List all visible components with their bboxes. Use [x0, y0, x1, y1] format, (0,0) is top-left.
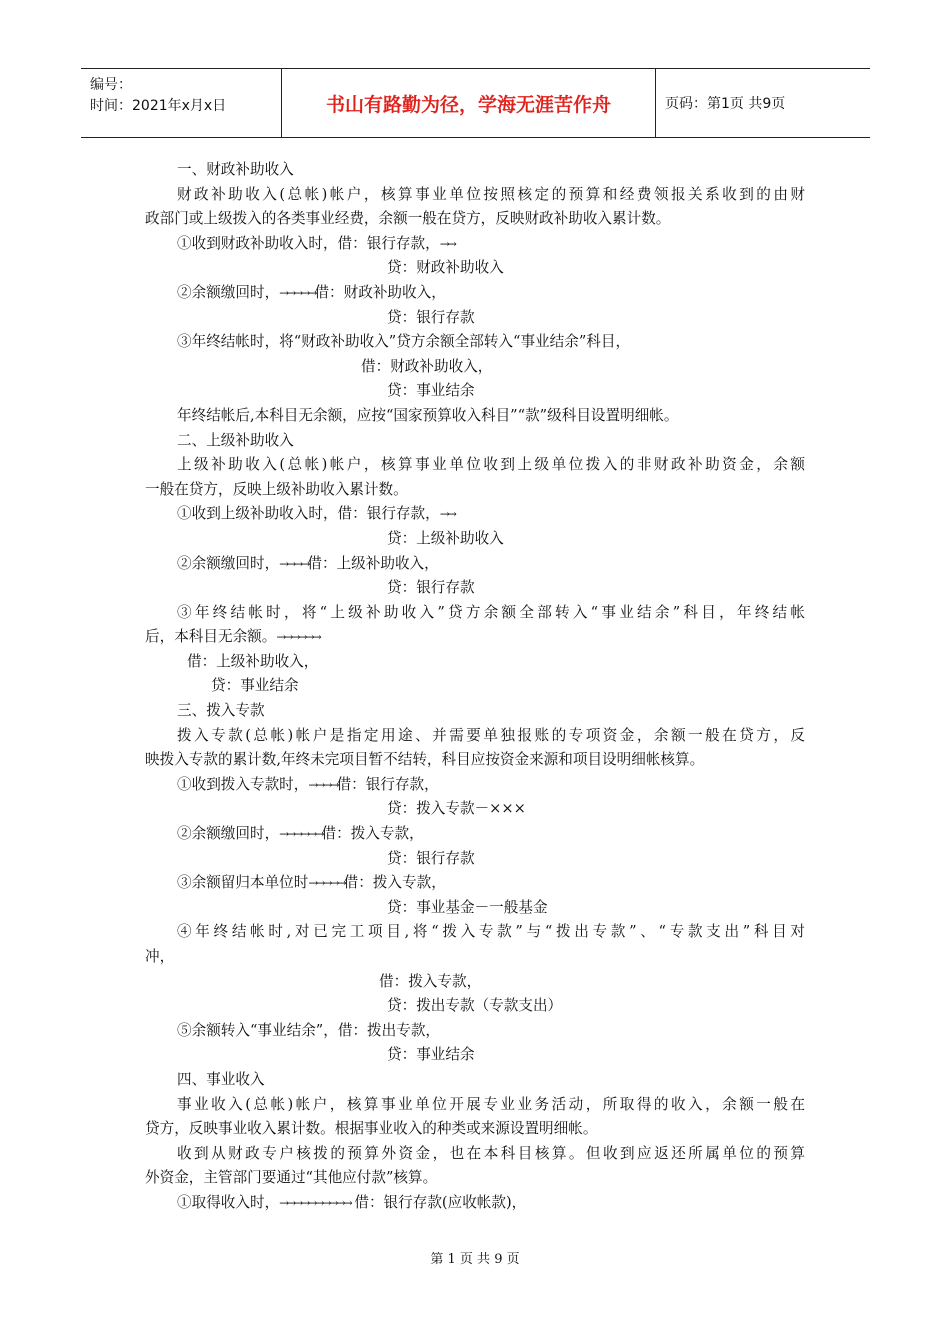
- paragraph-line: ③年终结帐时，将“上级补助收入”贷方余额全部转入“事业结余”科目，年终结帐: [177, 603, 805, 621]
- entry-debit: 借：上级补助收入，: [187, 652, 319, 670]
- entry-line: ③年终结帐时，将“财政补助收入”贷方余额全部转入“事业结余”科目，: [177, 333, 631, 351]
- entry-line: ①收到财政补助收入时，借：银行存款，→→: [177, 234, 454, 252]
- entry-credit: 贷：事业结余: [211, 677, 299, 695]
- header-left: [90, 75, 226, 117]
- time-label: 时间：2021年x月x日: [90, 98, 227, 114]
- entry-credit: 贷：银行存款: [387, 308, 475, 326]
- paragraph-line: 拨入专款(总帐)帐户是指定用途、并需要单独报账的专项资金，余额一般在贷方，反: [177, 726, 805, 744]
- paragraph-line: 政部门或上级拨入的各类事业经费，余额一般在贷方，反映财政补助收入累计数。: [145, 210, 671, 228]
- entry-line: ②余额缴回时，→→→→→借：财政补助收入，: [177, 283, 446, 301]
- paragraph-line: 后，本科目无余额。→→→→→→: [145, 628, 319, 646]
- entry-credit: 贷：上级补助收入: [387, 529, 504, 547]
- page-footer: 第 1 页 共 9 页: [430, 1252, 520, 1267]
- entry-credit: 贷：财政补助收入: [387, 259, 504, 277]
- number-label: 编号：: [90, 77, 132, 93]
- motto: 书山有路勤为径，学海无涯苦作舟: [325, 93, 611, 116]
- entry-credit: 贷：事业基金－一般基金: [387, 898, 548, 916]
- paragraph-line: 外资金，主管部门要通过“其他应付款”核算。: [145, 1169, 438, 1187]
- paragraph-line: 事业收入(总帐)帐户，核算事业单位开展专业业务活动，所取得的收入，余额一般在: [177, 1095, 805, 1113]
- entry-credit: 贷：事业结余: [387, 382, 475, 400]
- entry-line: ①取得收入时，→→→→→→→→→→ 借：银行存款(应收帐款)，: [177, 1193, 527, 1211]
- section-heading: 四、事业收入: [177, 1070, 265, 1088]
- entry-line: ②余额缴回时，→→→→→→借：拨入专款，: [177, 825, 424, 843]
- paragraph-line: 收到从财政专户核拨的预算外资金，也在本科目核算。但收到应返还所属单位的预算: [177, 1144, 805, 1162]
- entry-line: ⑤余额转入“事业结余”，借：拨出专款，: [177, 1021, 441, 1039]
- entry-line: ③余额留归本单位时→→→→→借：拨入专款，: [177, 874, 446, 892]
- header-table: [81, 68, 870, 138]
- entry-line: ①收到拨入专款时，→→→→借：银行存款，: [177, 775, 439, 793]
- document-body: [145, 158, 805, 1216]
- paragraph-line: 贷方，反映事业收入累计数。根据事业收入的种类或来源设置明细帐。: [145, 1120, 598, 1138]
- entry-debit: 借：财政补助收入，: [361, 357, 493, 375]
- paragraph-line: 上级补助收入(总帐)帐户，核算事业单位收到上级单位拨入的非财政补助资金，余额: [177, 456, 805, 474]
- entry-line: ②余额缴回时，→→→→借：上级补助收入，: [177, 554, 439, 572]
- page-info: 页码：第1页 共9页: [665, 96, 786, 112]
- header-divider: [655, 69, 656, 137]
- paragraph-line: 年终结帐后,本科目无余额，应按“国家预算收入科目”“款”级科目设置明细帐。: [177, 406, 679, 424]
- section-heading: 二、上级补助收入: [177, 431, 294, 449]
- paragraph-line: 财政补助收入(总帐)帐户，核算事业单位按照核定的预算和经费领报关系收到的由财: [177, 185, 805, 203]
- paragraph-line: 一般在贷方，反映上级补助收入累计数。: [145, 480, 408, 498]
- paragraph-line: 映拨入专款的累计数,年终未完项目暂不结转，科目应按资金来源和项目设明细帐核算。: [145, 751, 705, 769]
- section-heading: 一、财政补助收入: [177, 161, 294, 178]
- entry-credit: 贷：银行存款: [387, 579, 475, 597]
- entry-line: ①收到上级补助收入时，借：银行存款，→→: [177, 505, 454, 523]
- entry-credit: 贷：银行存款: [387, 849, 475, 867]
- entry-credit: 贷：拨出专款（专款支出）: [387, 997, 563, 1015]
- entry-debit: 借：拨入专款，: [379, 972, 482, 990]
- entry-credit: 贷：拨入专款－×××: [387, 800, 526, 818]
- entry-credit: 贷：事业结余: [387, 1046, 475, 1064]
- section-heading: 三、拨入专款: [177, 702, 265, 720]
- paragraph-line: ④年终结帐时,对已完工项目,将“拨入专款”与“拨出专款”、“专款支出”科目对: [177, 923, 805, 941]
- paragraph-line: 冲，: [145, 948, 175, 965]
